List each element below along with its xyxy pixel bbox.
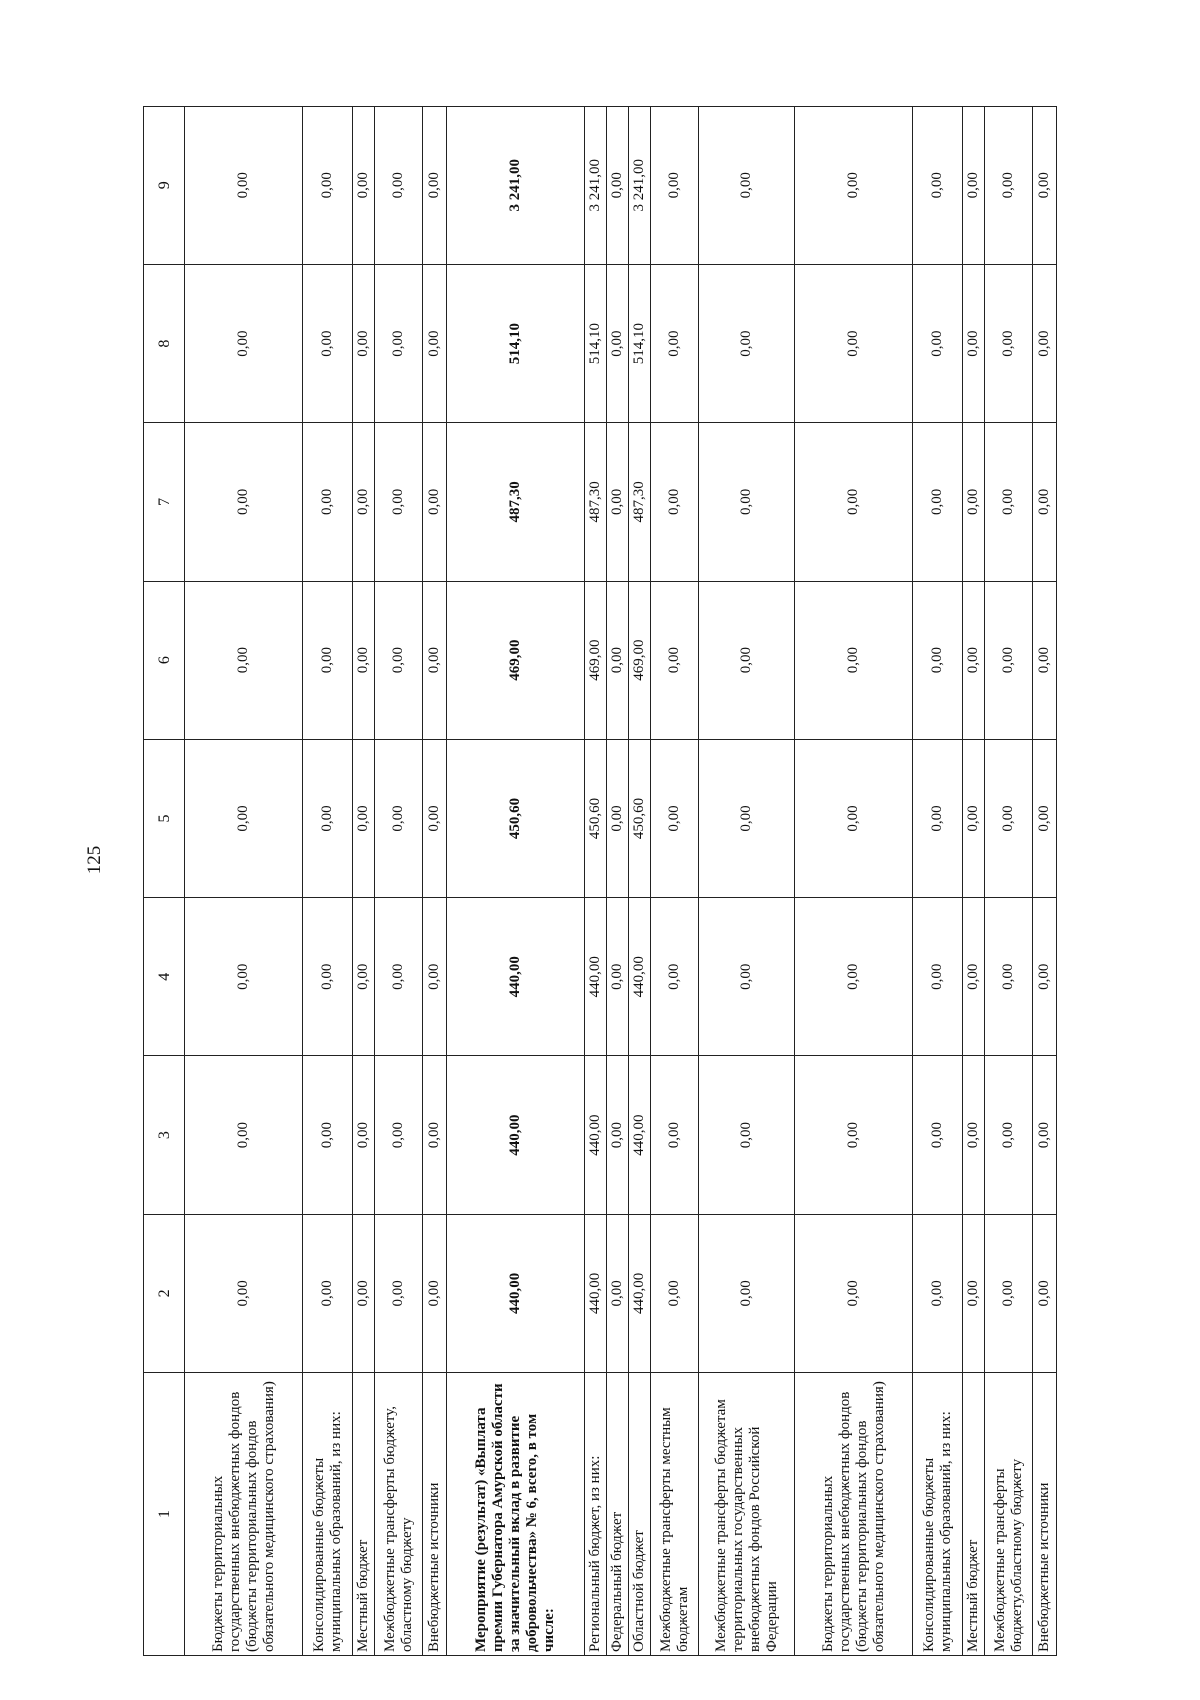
row-value: 0,00	[699, 1214, 795, 1372]
row-value: 0,00	[303, 1214, 353, 1372]
row-value: 0,00	[353, 423, 375, 581]
column-header: 7	[144, 423, 185, 581]
row-value: 0,00	[1033, 898, 1057, 1056]
row-value: 0,00	[795, 898, 913, 1056]
row-value: 0,00	[985, 581, 1033, 739]
row-value: 0,00	[699, 1056, 795, 1214]
table-row	[985, 106, 1033, 1655]
row-value: 0,00	[185, 898, 303, 1056]
row-value: 0,00	[423, 898, 447, 1056]
row-value: 0,00	[963, 1056, 985, 1214]
row-label: Областной бюджет	[629, 1373, 651, 1656]
row-value: 0,00	[699, 264, 795, 422]
row-value: 450,60	[585, 739, 607, 897]
row-value: 440,00	[447, 1214, 585, 1372]
row-value: 0,00	[985, 739, 1033, 897]
column-header: 9	[144, 106, 185, 264]
row-value: 514,10	[629, 264, 651, 422]
row-value: 0,00	[303, 423, 353, 581]
row-value: 440,00	[447, 898, 585, 1056]
row-value: 0,00	[963, 106, 985, 264]
row-value: 440,00	[585, 1056, 607, 1214]
row-value: 0,00	[423, 423, 447, 581]
row-value: 514,10	[447, 264, 585, 422]
row-value: 0,00	[375, 423, 423, 581]
row-label: Межбюджетные трансферты бюджетам территориальных государственных внебюджетных фондов Российской Федерации	[699, 1373, 795, 1656]
row-value: 3 241,00	[629, 106, 651, 264]
row-value: 0,00	[1033, 106, 1057, 264]
row-label: Межбюджетные трансферты бюджету,областному бюджету	[985, 1373, 1033, 1656]
row-value: 450,60	[447, 739, 585, 897]
row-value: 0,00	[795, 581, 913, 739]
row-value: 0,00	[963, 264, 985, 422]
row-value: 0,00	[699, 106, 795, 264]
budget-table	[143, 106, 1057, 1656]
table-row	[699, 106, 795, 1655]
row-value: 0,00	[795, 264, 913, 422]
row-value: 0,00	[607, 106, 629, 264]
table-row	[607, 106, 629, 1655]
table-row	[651, 106, 699, 1655]
row-value: 440,00	[629, 1214, 651, 1372]
row-value: 0,00	[1033, 739, 1057, 897]
row-value: 0,00	[985, 264, 1033, 422]
column-header: 5	[144, 739, 185, 897]
row-value: 0,00	[375, 106, 423, 264]
table-row	[585, 106, 607, 1655]
row-value: 0,00	[985, 898, 1033, 1056]
row-value: 0,00	[699, 581, 795, 739]
table-body	[185, 106, 1057, 1655]
row-value: 0,00	[423, 264, 447, 422]
row-value: 0,00	[699, 423, 795, 581]
row-value: 0,00	[185, 106, 303, 264]
row-value: 0,00	[185, 1214, 303, 1372]
row-value: 440,00	[585, 898, 607, 1056]
row-value: 0,00	[985, 1056, 1033, 1214]
row-value: 0,00	[913, 1056, 963, 1214]
row-value: 0,00	[795, 739, 913, 897]
row-value: 0,00	[963, 581, 985, 739]
row-value: 0,00	[1033, 581, 1057, 739]
row-value: 0,00	[607, 264, 629, 422]
row-value: 514,10	[585, 264, 607, 422]
row-value: 0,00	[607, 898, 629, 1056]
row-value: 0,00	[185, 423, 303, 581]
row-value: 0,00	[423, 106, 447, 264]
table-row	[963, 106, 985, 1655]
row-value: 0,00	[913, 581, 963, 739]
row-value: 0,00	[651, 106, 699, 264]
row-value: 0,00	[1033, 264, 1057, 422]
row-label: Федеральный бюджет	[607, 1373, 629, 1656]
row-value: 0,00	[353, 106, 375, 264]
row-value: 0,00	[303, 739, 353, 897]
row-value: 0,00	[353, 581, 375, 739]
row-value: 450,60	[629, 739, 651, 897]
row-value: 0,00	[303, 898, 353, 1056]
column-header: 2	[144, 1214, 185, 1372]
column-header: 4	[144, 898, 185, 1056]
row-label: Бюджеты территориальных государственных внебюджетных фондов (бюджеты территориальных фондов обязательного медицинского страхования)	[795, 1373, 913, 1656]
row-value: 0,00	[375, 739, 423, 897]
row-value: 487,30	[585, 423, 607, 581]
row-value: 0,00	[699, 898, 795, 1056]
header-row	[144, 106, 185, 1655]
row-value: 0,00	[375, 581, 423, 739]
row-value: 0,00	[185, 1056, 303, 1214]
page-number: 125	[84, 845, 105, 875]
row-value: 0,00	[913, 423, 963, 581]
row-value: 0,00	[423, 1056, 447, 1214]
row-value: 0,00	[651, 739, 699, 897]
row-value: 0,00	[353, 264, 375, 422]
row-value: 0,00	[303, 581, 353, 739]
row-value: 0,00	[963, 739, 985, 897]
row-value: 469,00	[629, 581, 651, 739]
row-value: 0,00	[651, 898, 699, 1056]
row-value: 0,00	[1033, 423, 1057, 581]
row-value: 0,00	[795, 1214, 913, 1372]
row-value: 0,00	[699, 739, 795, 897]
row-value: 0,00	[185, 739, 303, 897]
row-value: 0,00	[1033, 1214, 1057, 1372]
row-value: 440,00	[585, 1214, 607, 1372]
row-label: Межбюджетные трансферты бюджету, областному бюджету	[375, 1373, 423, 1656]
table-row	[629, 106, 651, 1655]
row-value: 0,00	[423, 581, 447, 739]
row-value: 3 241,00	[447, 106, 585, 264]
row-value: 0,00	[353, 739, 375, 897]
row-value: 0,00	[185, 581, 303, 739]
row-value: 0,00	[651, 423, 699, 581]
row-value: 0,00	[607, 581, 629, 739]
row-value: 0,00	[375, 898, 423, 1056]
table-row	[303, 106, 353, 1655]
row-value: 0,00	[651, 581, 699, 739]
row-value: 0,00	[607, 1214, 629, 1372]
row-value: 0,00	[963, 898, 985, 1056]
row-value: 0,00	[375, 264, 423, 422]
column-header: 3	[144, 1056, 185, 1214]
row-value: 3 241,00	[585, 106, 607, 264]
row-value: 0,00	[375, 1056, 423, 1214]
table-row	[1033, 106, 1057, 1655]
row-label: Межбюджетные трансферты местным бюджетам	[651, 1373, 699, 1656]
row-label: Региональный бюджет, из них:	[585, 1373, 607, 1656]
row-value: 0,00	[795, 423, 913, 581]
row-value: 469,00	[447, 581, 585, 739]
row-label: Консолидированные бюджеты муниципальных образований, из них:	[303, 1373, 353, 1656]
row-value: 0,00	[651, 1056, 699, 1214]
row-value: 0,00	[303, 106, 353, 264]
row-label: Местный бюджет	[963, 1373, 985, 1656]
row-value: 0,00	[795, 106, 913, 264]
row-label: Мероприятие (результат) «Выплата премии Губернатора Амурской области за значительный вклад в развитие добровольчества» № 6, всего, в том числе:	[447, 1373, 585, 1656]
row-value: 469,00	[585, 581, 607, 739]
table-row	[913, 106, 963, 1655]
row-value: 440,00	[629, 898, 651, 1056]
row-value: 0,00	[353, 1056, 375, 1214]
row-label: Консолидированные бюджеты муниципальных образований, из них:	[913, 1373, 963, 1656]
row-value: 0,00	[651, 264, 699, 422]
row-value: 0,00	[963, 423, 985, 581]
row-value: 0,00	[353, 898, 375, 1056]
row-value: 0,00	[651, 1214, 699, 1372]
row-value: 0,00	[985, 106, 1033, 264]
row-value: 0,00	[985, 423, 1033, 581]
row-value: 0,00	[303, 264, 353, 422]
row-value: 0,00	[423, 739, 447, 897]
row-value: 0,00	[607, 1056, 629, 1214]
row-label: Внебюджетные источники	[1033, 1373, 1057, 1656]
row-label: Бюджеты территориальных государственных внебюджетных фондов (бюджеты территориальных фондов обязательного медицинского страхования)	[185, 1373, 303, 1656]
row-label: Внебюджетные источники	[423, 1373, 447, 1656]
row-value: 0,00	[795, 1056, 913, 1214]
column-header: 8	[144, 264, 185, 422]
row-value: 487,30	[447, 423, 585, 581]
row-value: 440,00	[447, 1056, 585, 1214]
row-value: 0,00	[1033, 1056, 1057, 1214]
row-value: 0,00	[913, 264, 963, 422]
table-row	[375, 106, 423, 1655]
table-row	[423, 106, 447, 1655]
row-value: 0,00	[423, 1214, 447, 1372]
row-value: 0,00	[985, 1214, 1033, 1372]
row-value: 0,00	[607, 739, 629, 897]
column-header: 6	[144, 581, 185, 739]
table-row	[353, 106, 375, 1655]
column-header: 1	[144, 1373, 185, 1656]
row-value: 440,00	[629, 1056, 651, 1214]
row-value: 0,00	[185, 264, 303, 422]
row-value: 0,00	[913, 898, 963, 1056]
row-value: 0,00	[607, 423, 629, 581]
row-label: Местный бюджет	[353, 1373, 375, 1656]
row-value: 0,00	[375, 1214, 423, 1372]
row-value: 0,00	[303, 1056, 353, 1214]
row-value: 0,00	[963, 1214, 985, 1372]
table-row	[447, 106, 585, 1655]
row-value: 0,00	[913, 1214, 963, 1372]
budget-table-wrapper	[143, 106, 1052, 1656]
row-value: 0,00	[913, 739, 963, 897]
row-value: 487,30	[629, 423, 651, 581]
row-value: 0,00	[353, 1214, 375, 1372]
table-row	[795, 106, 913, 1655]
row-value: 0,00	[913, 106, 963, 264]
table-row	[185, 106, 303, 1655]
